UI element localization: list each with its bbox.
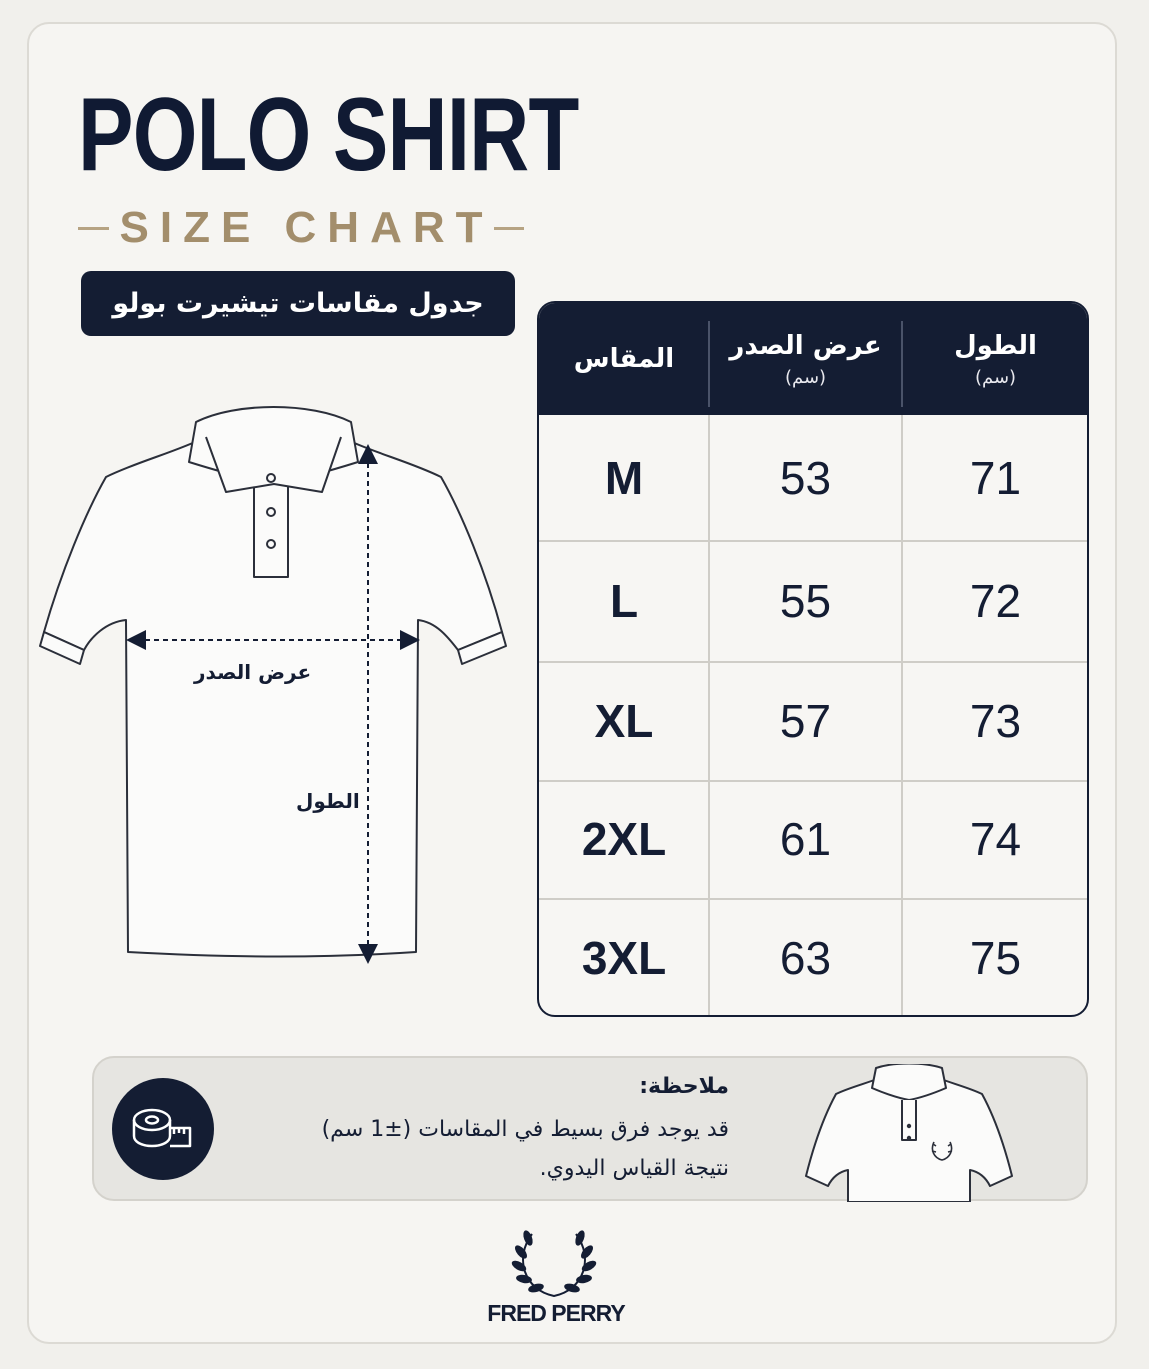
chest-width-label: عرض الصدر xyxy=(194,660,312,684)
size-cell: L xyxy=(609,574,639,627)
column-header-size xyxy=(539,303,709,415)
column-header-unit: (سم) xyxy=(784,366,827,388)
length-cell: 73 xyxy=(969,694,1022,747)
table-row xyxy=(539,898,1087,1017)
measuring-tape-icon-badge xyxy=(112,1078,214,1180)
note-text-line-1: قد يوجد فرق بسيط في المقاسات (±1 سم) xyxy=(321,1117,729,1142)
arabic-title-text: جدول مقاسات تيشيرت بولو xyxy=(112,288,484,319)
length-cell: 72 xyxy=(969,574,1022,627)
page-title: POLO SHIRT xyxy=(78,77,579,193)
note-text-line-2: نتيجة القياس اليدوي. xyxy=(539,1156,729,1181)
page-subtitle: SIZE CHART xyxy=(119,203,494,252)
chest-cell: 55 xyxy=(779,574,832,627)
subtitle-row xyxy=(78,200,524,256)
fred-perry-laurel-logo-icon xyxy=(508,1228,600,1300)
table-header xyxy=(539,303,1087,415)
column-header-label: المقاس xyxy=(573,344,675,374)
column-header-chest xyxy=(709,303,902,415)
size-cell: XL xyxy=(594,694,654,747)
mini-polo-shirt-icon xyxy=(802,1064,1016,1202)
chest-cell: 63 xyxy=(779,931,832,984)
column-header-label: الطول xyxy=(954,330,1037,361)
subtitle-divider-left xyxy=(78,227,109,230)
table-row xyxy=(539,780,1087,898)
table-row xyxy=(539,415,1087,540)
size-table xyxy=(537,301,1089,1017)
column-divider xyxy=(708,415,710,1017)
chest-cell: 53 xyxy=(779,451,832,504)
table-row xyxy=(539,540,1087,661)
length-cell: 71 xyxy=(969,451,1022,504)
size-cell: 2XL xyxy=(581,813,667,865)
subtitle-divider-right xyxy=(494,227,525,230)
column-header-length xyxy=(902,303,1089,415)
column-divider xyxy=(901,415,903,1017)
column-header-label: عرض الصدر xyxy=(729,330,882,361)
polo-shirt-diagram-icon xyxy=(36,392,512,976)
length-label: الطول xyxy=(296,789,360,813)
table-body xyxy=(539,415,1087,1017)
length-cell: 74 xyxy=(969,813,1022,865)
length-cell: 75 xyxy=(969,931,1022,984)
size-cell: 3XL xyxy=(581,931,667,984)
column-header-unit: (سم) xyxy=(974,366,1017,388)
brand-name: FRED PERRY xyxy=(487,1300,625,1326)
measuring-tape-icon xyxy=(112,1078,214,1180)
size-cell: M xyxy=(604,451,644,504)
table-row xyxy=(539,661,1087,780)
note-title: ملاحظة: xyxy=(639,1074,729,1099)
arabic-title-badge xyxy=(81,271,515,336)
chest-cell: 61 xyxy=(779,813,832,865)
chest-cell: 57 xyxy=(779,694,832,747)
